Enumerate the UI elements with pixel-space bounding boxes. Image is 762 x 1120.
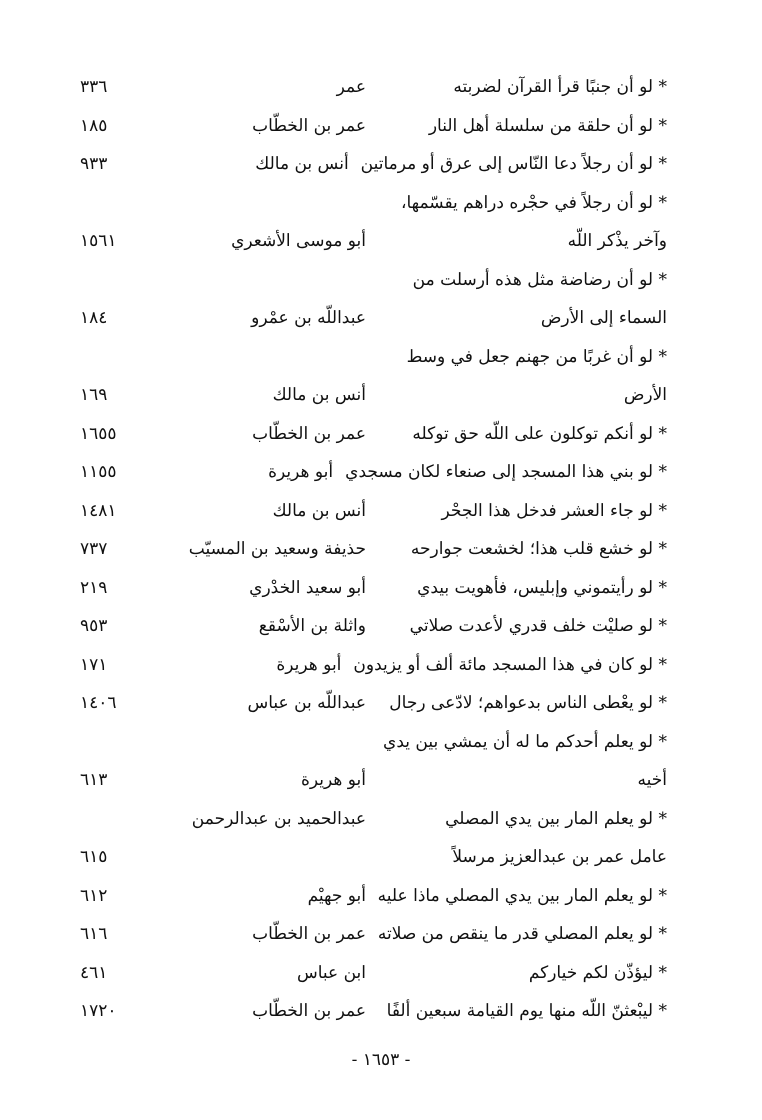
- entry-narrator: أنس بن مالك: [272, 385, 366, 405]
- entry-narrator: عبداللّه بن عباس: [247, 693, 366, 713]
- entry-text: * ليبْعثنّ اللّه منها يوم القيامة سبعين ألفًا: [386, 1001, 667, 1021]
- entry-text: * لو يعلم أحدكم ما له أن يمشي بين يدي: [383, 731, 667, 752]
- entry-row: [0, 953, 762, 993]
- entry-row: [0, 298, 762, 338]
- entry-row: [0, 760, 762, 800]
- entry-number: ٧٣٧: [80, 539, 108, 559]
- entry-number: ٦١٥: [80, 847, 108, 867]
- entry-text: السماء إلى الأرض: [540, 308, 667, 328]
- entry-row: [0, 645, 762, 685]
- page-number: - ١٦٥٣ -: [351, 1050, 411, 1070]
- entry-text: عامل عمر بن عبدالعزيز مرسلاً: [452, 847, 667, 867]
- entry-number: ٩٣٣: [80, 154, 108, 174]
- entry-narrator: أبو جهيْم: [307, 885, 366, 906]
- entry-row: [0, 876, 762, 916]
- entry-text: * لو خشع قلب هذا؛ لخشعت جوارحه: [410, 539, 667, 559]
- entry-row: [0, 375, 762, 415]
- entry-text: أخيه: [637, 770, 667, 790]
- entry-text: * لو جاء العشر فدخل هذا الجحْر: [441, 500, 667, 521]
- entry-text: * لو يعلم المصلي قدر ما ينقص من صلاته: [377, 924, 667, 944]
- entry-text: وآخر يذْكر اللّه: [567, 231, 667, 251]
- entry-row: [0, 837, 762, 877]
- entry-text: الأرض: [623, 385, 667, 405]
- entry-narrator: عمر بن الخطّاب: [252, 1001, 366, 1021]
- entry-number: ١٧١: [80, 654, 108, 675]
- entry-row: [0, 260, 762, 300]
- entry-narrator: ابن عباس: [296, 962, 366, 983]
- entry-text: * لو أن رجلاً في حجْره دراهم يقسّمها،: [400, 192, 667, 213]
- entry-text: * لو أن حلقة من سلسلة أهل النار: [428, 115, 667, 136]
- entry-narrator: عمر بن الخطّاب: [252, 423, 366, 444]
- entry-number: ١١٥٥: [80, 462, 117, 482]
- entry-number: ١٦٥٥: [80, 423, 117, 444]
- entry-number: ١٨٤: [80, 308, 108, 328]
- entry-number: ٦١٣: [80, 770, 108, 790]
- entry-number: ٦١٦: [80, 924, 108, 944]
- entry-row: [0, 914, 762, 954]
- entry-number: ٦١٢: [80, 885, 108, 906]
- entry-number: ٤٦١: [80, 962, 108, 983]
- entry-row: [0, 221, 762, 261]
- entry-row: [0, 144, 762, 184]
- entry-narrator: أبو هريرة: [268, 462, 334, 482]
- entry-row: [0, 722, 762, 762]
- entry-narrator: عبدالحميد بن عبدالرحمن: [191, 808, 366, 829]
- entry-text: * لو أن غربًا من جهنم جعل في وسط: [406, 346, 667, 367]
- entry-row: [0, 529, 762, 569]
- entry-narrator: عمر بن الخطّاب: [252, 115, 366, 136]
- entry-row: [0, 491, 762, 531]
- entry-narrator: أبو موسى الأشعري: [231, 231, 366, 251]
- entry-row: [0, 452, 762, 492]
- entry-row: [0, 568, 762, 608]
- entry-row: [0, 106, 762, 146]
- entry-number: ١٤٠٦: [80, 693, 117, 713]
- entry-narrator: أبو سعيد الخدْري: [249, 577, 366, 598]
- entry-number: ١٨٥: [80, 115, 108, 136]
- entry-text: * لو صليْت خلف قدري لأعدت صلاتي: [409, 616, 667, 636]
- entry-narrator: حذيفة وسعيد بن المسيّب: [188, 539, 366, 559]
- entry-number: ١٥٦١: [80, 231, 117, 251]
- entry-number: ١٦٩: [80, 385, 108, 405]
- entry-text: * لو أن رجلاً دعا النّاس إلى عرق أو مرماتين: [360, 154, 667, 174]
- entry-narrator: أبو هريرة: [300, 770, 366, 790]
- entry-row: [0, 67, 762, 107]
- entry-row: [0, 991, 762, 1031]
- entry-text: * لو يعْطى الناس بدعواهم؛ لادّعى رجال: [389, 693, 667, 713]
- entry-text: * لو يعلم المار بين يدي المصلي: [445, 808, 667, 829]
- entry-text: * لو أن جنبًا قرأ القرآن لضربته: [453, 77, 667, 97]
- entry-narrator: عمر: [336, 77, 366, 97]
- entry-narrator: عمر بن الخطّاب: [252, 924, 366, 944]
- entry-row: [0, 799, 762, 839]
- entry-row: [0, 183, 762, 223]
- entry-number: ٢١٩: [80, 577, 108, 598]
- entry-number: ٣٣٦: [80, 77, 108, 97]
- entry-number: ٩٥٣: [80, 616, 108, 636]
- entry-text: * لو بني هذا المسجد إلى صنعاء لكان مسجدي: [345, 462, 667, 482]
- entry-number: ١٤٨١: [80, 500, 117, 521]
- entry-narrator: عبداللّه بن عمْرو: [251, 308, 366, 328]
- entry-text: * ليؤذّن لكم خياركم: [528, 962, 667, 983]
- entry-text: * لو أنكم توكلون على اللّه حق توكله: [412, 423, 667, 444]
- entry-narrator: واثلة بن الأسْقع: [258, 616, 366, 636]
- entry-narrator: أنس بن مالك: [272, 500, 366, 521]
- entry-text: * لو كان في هذا المسجد مائة ألف أو يزيدون: [353, 654, 667, 675]
- entry-row: [0, 414, 762, 454]
- entry-narrator: أبو هريرة: [276, 654, 342, 675]
- entry-number: ١٧٢٠: [80, 1001, 117, 1021]
- entry-narrator: أنس بن مالك: [255, 154, 349, 174]
- entry-row: [0, 683, 762, 723]
- entry-text: * لو رأيتموني وإبليس، فأهويت بيدي: [417, 577, 667, 598]
- entry-row: [0, 606, 762, 646]
- entry-row: [0, 337, 762, 377]
- entry-text: * لو يعلم المار بين يدي المصلي ماذا عليه: [377, 885, 667, 906]
- entry-text: * لو أن رضاضة مثل هذه أرسلت من: [412, 269, 667, 290]
